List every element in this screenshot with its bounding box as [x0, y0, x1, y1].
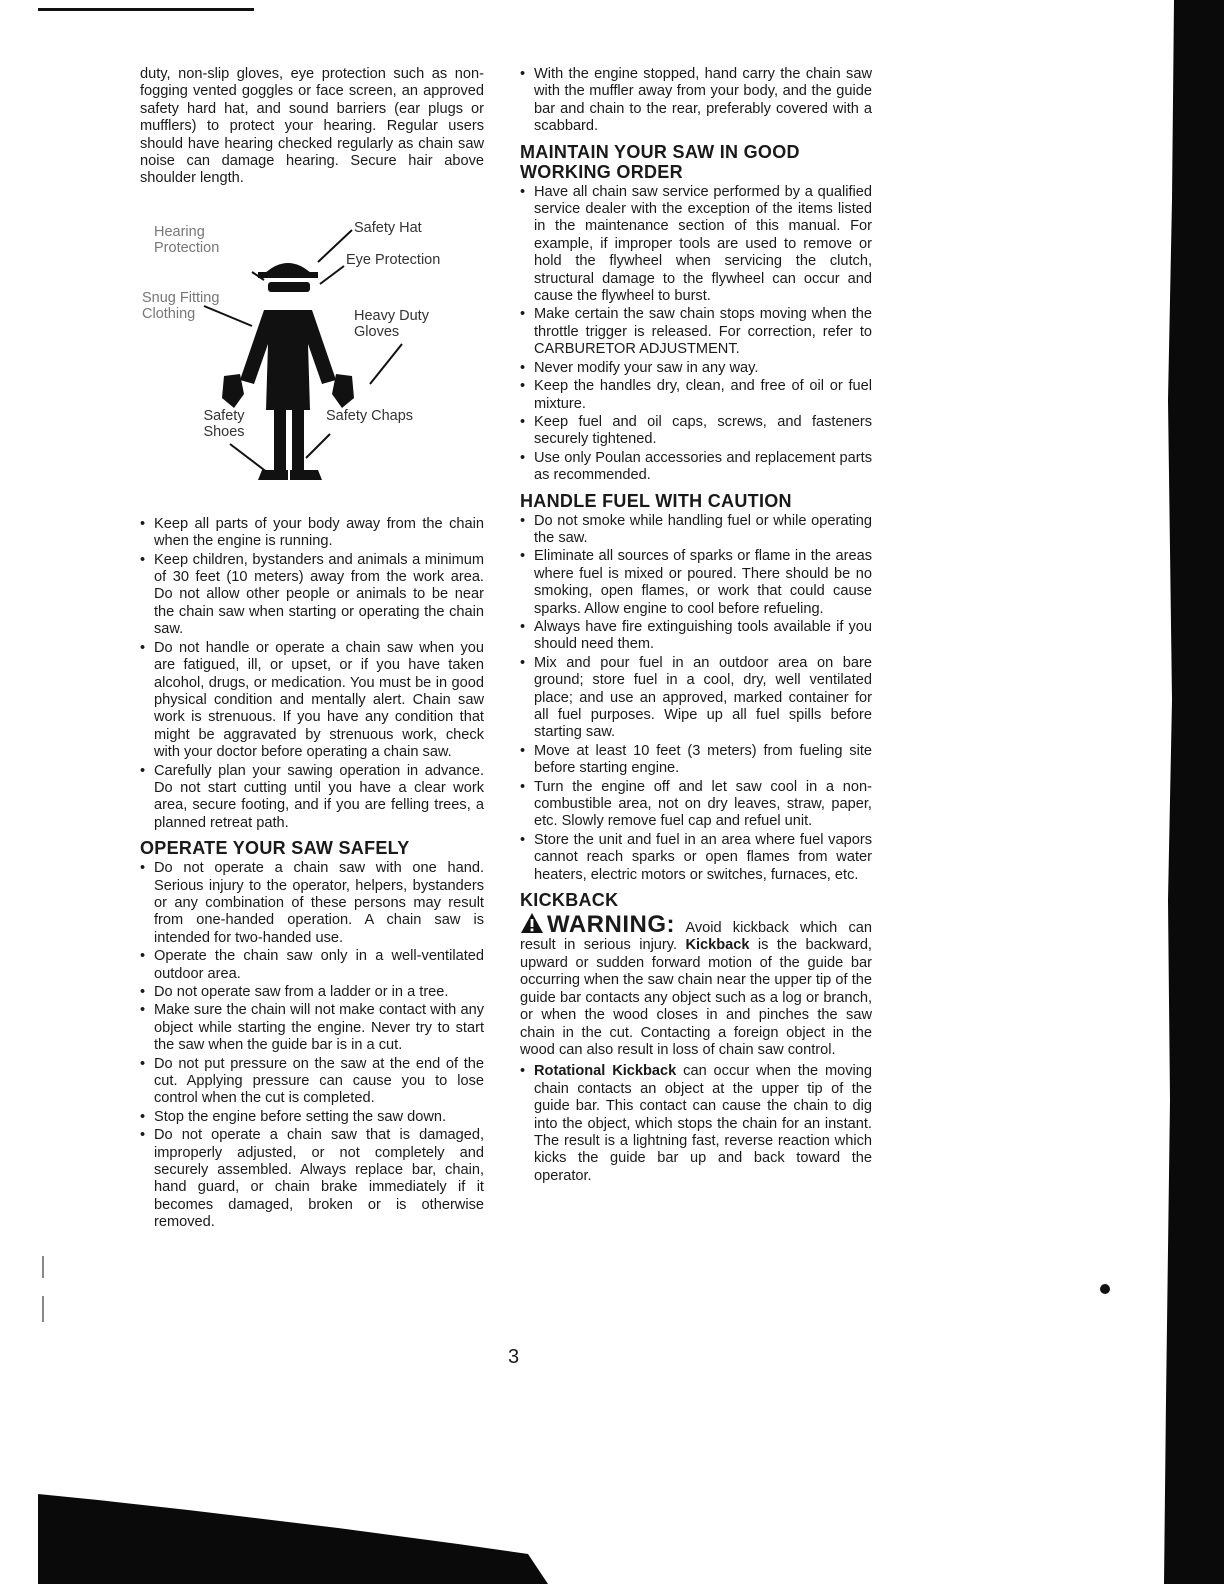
scan-top-line	[38, 8, 254, 11]
scan-right-edge	[1164, 0, 1224, 1584]
label-hearing-protection: Hearing Protection	[154, 223, 220, 256]
chaps-icon	[274, 410, 286, 470]
right-bullets-1	[520, 184, 872, 485]
glove-icon	[332, 374, 354, 408]
goggles-icon	[268, 282, 310, 292]
list-item: • Keep the handles dry, clean, and free of oil or fuel mixture.	[520, 378, 872, 413]
list-item: • Always have fire extinguishing tools available if you should need them.	[520, 619, 872, 654]
list-item: • Keep children, bystanders and animals a minimum of 30 feet (10 meters) away from the work area. Do not allow other people or animals to be near the chain saw when starting or operating the chain saw.	[140, 552, 484, 639]
list-item	[520, 1063, 872, 1185]
list-item: • Stop the engine before setting the saw down.	[140, 1109, 484, 1126]
list-item: • Keep all parts of your body away from the chain when the engine is running.	[140, 516, 484, 551]
heading-maintain-saw: MAINTAIN YOUR SAW IN GOOD WORKING ORDER	[520, 141, 800, 182]
list-item: • Mix and pour fuel in an outdoor area on bare ground; store fuel in a cool, dry, well ventilated place; and use an approved, marked container for all fuel purposes. Wipe up all fuel spills before starting saw.	[520, 655, 872, 742]
margin-tick	[42, 1296, 44, 1322]
kickback-term: Kickback	[685, 937, 750, 954]
list-item: • Use only Poulan accessories and replacement parts as recommended.	[520, 450, 872, 485]
list-item: • Carefully plan your sawing operation in advance. Do not start cutting until you have a clear work area, secure footing, and if you are felling trees, a planned retreat path.	[140, 763, 484, 833]
rotational-text: can occur when the moving chain contacts an object at the upper tip of the guide bar. This contact can cause the chain to dig into the object, which stops the chain for an instant. The result is a lightning fast, reverse reaction which kicks the guide bar up and back toward the operator.	[534, 1063, 872, 1184]
list-item: • Make certain the saw chain stops moving when the throttle trigger is released. For correction, refer to CARBURETOR ADJUSTMENT.	[520, 306, 872, 358]
warning-label: WARNING:	[547, 911, 675, 939]
list-item: • Move at least 10 feet (3 meters) from fueling site before starting engine.	[520, 743, 872, 778]
scan-bottom-edge	[38, 1488, 548, 1584]
list-item: • Keep fuel and oil caps, screws, and fasteners securely tightened.	[520, 414, 872, 449]
right-column	[520, 66, 872, 1186]
safety-figure	[140, 214, 484, 504]
heading-kickback: KICKBACK	[520, 890, 619, 911]
right-bullets-2	[520, 513, 872, 885]
page-number: 3	[508, 1346, 520, 1368]
label-snug-clothing: Snug Fitting Clothing	[142, 289, 220, 322]
heading-operate-safely: OPERATE YOUR SAW SAFELY	[140, 838, 410, 859]
left-bullets-2	[140, 860, 484, 1232]
list-item: • Make sure the chain will not make contact with any object while starting the engine. Never try to start the saw when the guide bar is in a cut.	[140, 1002, 484, 1054]
left-column	[140, 66, 484, 1233]
warning-text-after: is the backward, upward or sudden forward motion of the guide bar occurring when the saw chain near the upper tip of the guide bar contacts any object such as a log or branch, or when the wood closes in and pinches the saw chain in the cut. Contacting a foreign object in the wood can also result in loss of chain saw control.	[520, 937, 872, 1058]
list-item: • Do not operate a chain saw that is damaged, improperly adjusted, or not completely and securely assembled. Always replace bar, chain, hand guard, or chain brake immediately if it becomes damaged, broken or is otherwise removed.	[140, 1127, 484, 1231]
rotational-term: Rotational Kickback	[534, 1063, 677, 1080]
list-item: • Do not operate a chain saw with one hand. Serious injury to the operator, helpers, bystanders or any combination of these persons may result from one-handed operation. A chain saw is intended for two-handed use.	[140, 860, 484, 947]
label-eye-protection: Eye Protection	[346, 251, 441, 268]
list-item: • Never modify your saw in any way.	[520, 360, 872, 377]
warning-triangle-icon	[520, 912, 544, 934]
intro-paragraph: duty, non-slip gloves, eye protection such as non-fogging vented goggles or face screen, an approved safety hard hat, and sound barriers (ear plugs or mufflers) to protect your hearing. Regular users should have hearing checked regularly as chain saw noise can damage hearing. Secure hair above shoulder length.	[140, 66, 484, 187]
boot-icon	[258, 470, 288, 480]
list-item: • Do not handle or operate a chain saw when you are fatigued, ill, or upset, or if you have taken alcohol, drugs, or medication. You must be in good physical condition and mentally alert. Chain saw work is strenuous. If you have any condition that might be aggravated by strenuous work, check with your doctor before operating a chain saw.	[140, 640, 484, 762]
list-item: • Have all chain saw service performed by a qualified service dealer with the exception of the items listed in the maintenance section of this manual. For example, if improper tools are used to remove or hold the flywheel when servicing the clutch, structural damage to the flywheel can occur and cause the flywheel to burst.	[520, 184, 872, 306]
chaps-icon	[292, 410, 304, 470]
warning-text-before: Avoid kickback which can result in serious injury.	[520, 920, 872, 954]
hat-brim	[258, 272, 318, 278]
list-item: • Eliminate all sources of sparks or flame in the areas where fuel is mixed or poured. There should be no smoking, open flames, or work that could cause sparks. Allow engine to cool before refueling.	[520, 548, 872, 618]
label-safety-hat: Safety Hat	[354, 219, 422, 236]
list-item: • Store the unit and fuel in an area where fuel vapors cannot reach sparks or open flames from water heaters, electric motors or switches, furnaces, etc.	[520, 832, 872, 884]
list-item: • With the engine stopped, hand carry the chain saw with the muffler away from your body, and the guide bar and chain to the rear, preferably covered with a scabbard.	[520, 66, 872, 136]
left-bullets-1	[140, 516, 484, 832]
list-item: • Do not smoke while handling fuel or while operating the saw.	[520, 513, 872, 548]
label-safety-shoes: Safety Shoes	[203, 407, 245, 440]
list-item: • Do not operate saw from a ladder or in a tree.	[140, 984, 484, 1001]
heading-handle-fuel: HANDLE FUEL WITH CAUTION	[520, 490, 792, 511]
body-icon	[240, 310, 336, 410]
margin-tick	[42, 1256, 44, 1278]
kickback-warning	[520, 912, 872, 1059]
list-item: • Operate the chain saw only in a well-ventilated outdoor area.	[140, 948, 484, 983]
rotational-list	[520, 1063, 872, 1185]
boot-icon	[290, 470, 322, 480]
list-item: • Turn the engine off and let saw cool in a non-combustible area, not on dry leaves, straw, paper, etc. Slowly remove fuel cap and refuel unit.	[520, 779, 872, 831]
glove-icon	[222, 374, 244, 408]
label-heavy-duty-gloves: Heavy Duty Gloves	[354, 307, 429, 340]
right-bullets-0	[520, 66, 872, 136]
margin-dot	[1100, 1284, 1110, 1294]
label-safety-chaps: Safety Chaps	[326, 407, 414, 424]
list-item: • Do not put pressure on the saw at the end of the cut. Applying pressure can cause you to lose control when the cut is completed.	[140, 1056, 484, 1108]
